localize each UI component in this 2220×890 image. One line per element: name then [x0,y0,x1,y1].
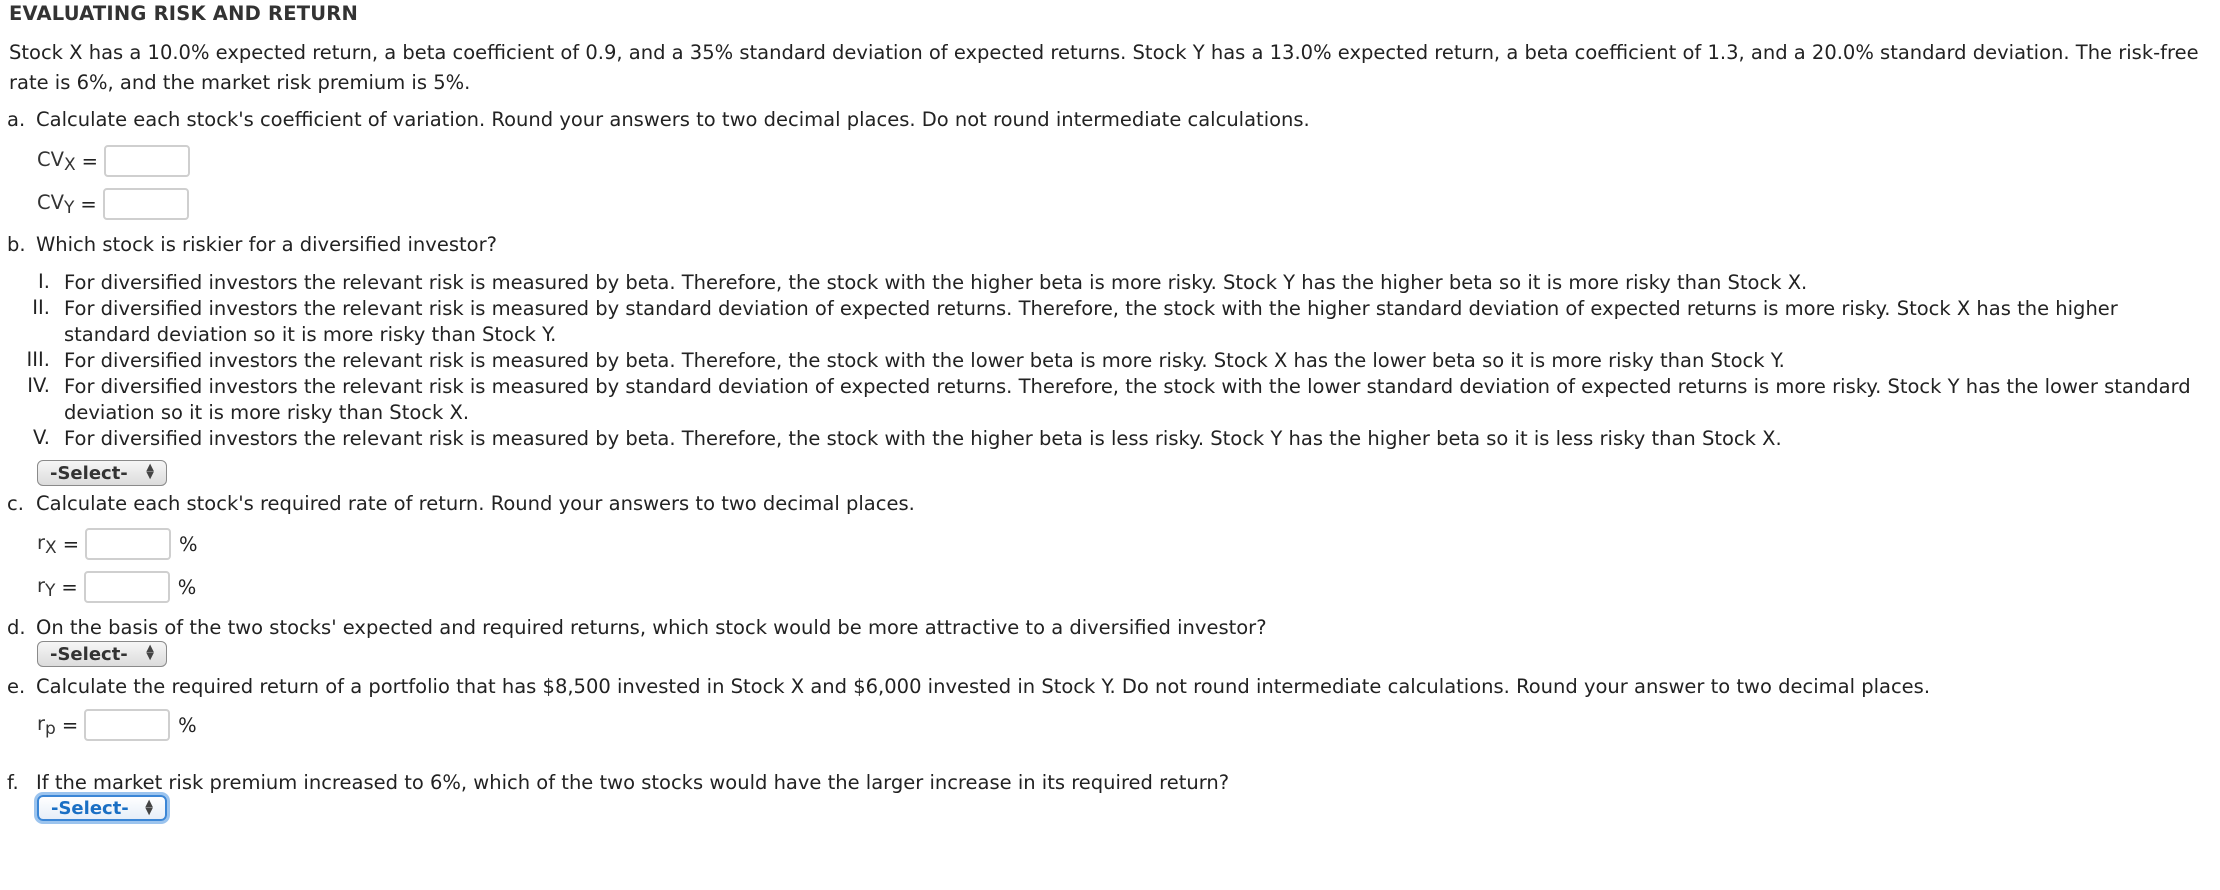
rx-label: $r_X$ [37,530,57,558]
up-down-arrows-icon: ▲ ▼ [146,643,154,662]
part-e-label: e. [7,675,26,698]
option-number: I. [38,270,50,293]
option-text: For diversified investors the relevant risk is measured by standard deviation of expected returns. Therefore, the stock with the higher standard deviation of expected returns is more risky. Stock X has the higher standard deviation so it is more risky than Stock Y. [64,297,2118,346]
equals-sign: = [62,532,80,556]
percent-unit: % [177,575,197,599]
option-number: III. [26,348,50,371]
part-f-label: f. [7,771,19,794]
percent-unit: % [178,713,197,737]
up-down-arrows-icon: ▲ ▼ [145,798,153,817]
equals-sign: = [81,149,98,173]
select-value: -Select- [50,643,128,665]
ry-label: $r_Y$ [37,573,56,601]
equals-sign: = [80,192,97,216]
part-b-select[interactable] [37,460,167,486]
option-text: For diversified investors the relevant risk is measured by standard deviation of expected returns. Therefore, the stock with the lower standard deviation of expected returns is more risky. Stock Y has the lower standard deviation so it is more risky than Stock X. [64,375,2191,424]
ry-input[interactable] [84,571,170,603]
rp-label: $r_p$ [37,711,56,739]
part-f-select[interactable] [37,795,167,821]
rx-row [37,528,198,560]
rx-input[interactable] [85,528,171,560]
page-title: EVALUATING RISK AND RETURN [9,2,359,25]
option-text: For diversified investors the relevant risk is measured by beta. Therefore, the stock with the lower beta is more risky. Stock X has the lower beta so it is more risky than Stock Y. [64,349,1785,372]
ry-row [37,571,196,603]
part-a-label: a. [7,108,26,131]
part-f-question: If the market risk premium increased to 6%, which of the two stocks would have the larger increase in its required return? [36,771,1230,794]
cvx-input[interactable] [104,145,190,177]
select-value: -Select- [51,797,129,819]
percent-unit: % [179,532,198,556]
part-b-label: b. [7,233,26,256]
select-value: -Select- [50,462,128,484]
option-text: For diversified investors the relevant risk is measured by beta. Therefore, the stock with the higher beta is less risky. Stock Y has the higher beta so it is less risky than Stock X. [64,427,1782,450]
cvy-label: $CV_Y$ [37,190,75,218]
part-c-label: c. [7,492,24,515]
part-c-question: Calculate each stock's required rate of return. Round your answers to two decimal places. [36,492,915,515]
part-d-label: d. [7,616,26,639]
option-text: For diversified investors the relevant risk is measured by beta. Therefore, the stock with the higher beta is more risky. Stock Y has the higher beta so it is more risky than Stock X. [64,271,1808,294]
cvy-row [37,188,189,220]
part-e-question: Calculate the required return of a portfolio that has $8,500 invested in Stock X and $6,000 invested in Stock Y. Do not round intermediate calculations. Round your answer to two decimal places. [36,675,1931,698]
rp-input[interactable] [84,709,170,741]
equals-sign: = [61,575,78,599]
equals-sign: = [61,713,79,737]
up-down-arrows-icon: ▲ ▼ [146,462,154,481]
rp-row [37,709,197,741]
cvx-label: $CV_X$ [37,147,76,175]
part-d-question: On the basis of the two stocks' expected and required returns, which stock would be more attractive to a diversified investor? [36,616,1267,639]
cvx-row [37,145,190,177]
part-a-question: Calculate each stock's coefficient of variation. Round your answers to two decimal places. Do not round intermediate calculations. [36,108,1310,131]
cvy-input[interactable] [103,188,189,220]
part-b-question: Which stock is riskier for a diversified investor? [36,233,497,256]
option-number: V. [32,426,50,449]
option-number: II. [32,296,50,319]
part-d-select[interactable] [37,641,167,667]
option-number: IV. [27,374,50,397]
problem-statement: Stock X has a 10.0% expected return, a beta coefficient of 0.9, and a 35% standard deviation of expected returns. Stock Y has a 13.0% expected return, a beta coefficient of 1.3, and a 20.0% standard deviation. The risk-free rate is 6%, and the market risk premium is 5%. [9,41,2199,94]
